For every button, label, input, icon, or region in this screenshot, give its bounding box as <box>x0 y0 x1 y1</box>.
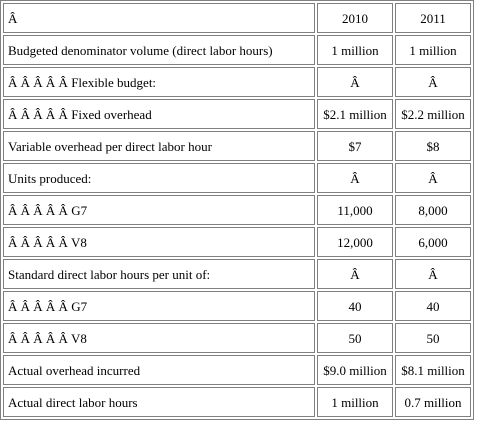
table-row <box>3 35 471 65</box>
row-label: Budgeted denominator volume (direct labor hours) <box>3 35 315 65</box>
row-label: Â Â Â Â Â Fixed overhead <box>3 99 315 129</box>
row-value-2010: $9.0 million <box>317 355 393 385</box>
row-value-2010: 1 million <box>317 387 393 417</box>
table-row <box>3 259 471 289</box>
row-value-2010: 1 million <box>317 35 393 65</box>
row-value-2010: 40 <box>317 291 393 321</box>
row-value-2011: 50 <box>395 323 471 353</box>
table-row <box>3 67 471 97</box>
row-label: Variable overhead per direct labor hour <box>3 131 315 161</box>
row-label: Â Â Â Â Â G7 <box>3 291 315 321</box>
header-label-cell: Â <box>3 3 315 33</box>
table-row <box>3 323 471 353</box>
row-value-2011: 1 million <box>395 35 471 65</box>
row-value-2010: 50 <box>317 323 393 353</box>
row-value-2011: $8.1 million <box>395 355 471 385</box>
row-value-2011: $8 <box>395 131 471 161</box>
table-row <box>3 355 471 385</box>
table-row <box>3 387 471 417</box>
row-label: Â Â Â Â Â Flexible budget: <box>3 67 315 97</box>
row-label: Standard direct labor hours per unit of: <box>3 259 315 289</box>
table-header-row <box>3 3 471 33</box>
row-label: Units produced: <box>3 163 315 193</box>
table-row <box>3 99 471 129</box>
row-value-2010: $2.1 million <box>317 99 393 129</box>
row-value-2011: $2.2 million <box>395 99 471 129</box>
row-value-2011: 8,000 <box>395 195 471 225</box>
row-value-2010: $7 <box>317 131 393 161</box>
row-label: Â Â Â Â Â V8 <box>3 227 315 257</box>
row-value-2010: 12,000 <box>317 227 393 257</box>
table-row <box>3 163 471 193</box>
header-year-2011: 2011 <box>395 3 471 33</box>
table-row <box>3 195 471 225</box>
row-label: Â Â Â Â Â V8 <box>3 323 315 353</box>
row-value-2011: Â <box>395 259 471 289</box>
row-value-2011: 0.7 million <box>395 387 471 417</box>
row-value-2011: Â <box>395 163 471 193</box>
row-value-2010: 11,000 <box>317 195 393 225</box>
row-value-2010: Â <box>317 67 393 97</box>
row-value-2011: Â <box>395 67 471 97</box>
table-row <box>3 227 471 257</box>
row-value-2011: 40 <box>395 291 471 321</box>
row-label: Actual overhead incurred <box>3 355 315 385</box>
table-row <box>3 291 471 321</box>
row-value-2011: 6,000 <box>395 227 471 257</box>
row-value-2010: Â <box>317 259 393 289</box>
row-value-2010: Â <box>317 163 393 193</box>
row-label: Â Â Â Â Â G7 <box>3 195 315 225</box>
table-row <box>3 131 471 161</box>
header-year-2010: 2010 <box>317 3 393 33</box>
row-label: Actual direct labor hours <box>3 387 315 417</box>
